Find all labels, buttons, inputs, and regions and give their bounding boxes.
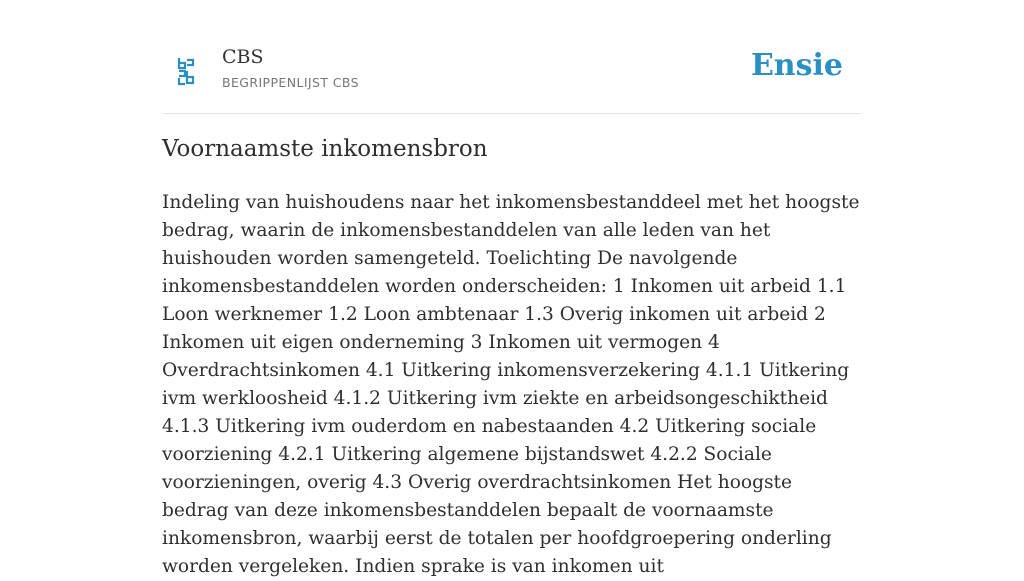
- source-name[interactable]: CBS: [222, 46, 264, 68]
- card-header: [162, 0, 862, 114]
- source-subtitle[interactable]: BEGRIPPENLIJST CBS: [222, 75, 359, 90]
- page-title: Voornaamste inkomensbron: [162, 136, 488, 162]
- definition-card: [162, 0, 862, 577]
- cbs-logo-icon: [175, 56, 197, 86]
- definition-text: Indeling van huishoudens naar het inkomensbestanddeel met het hoogste bedrag, waarin de inkomensbestanddelen van alle leden van het huishouden worden samengeteld. Toelichting De navolgende inkomensbestanddelen worden onderscheiden: 1 Inkomen uit arbeid 1.1 Loon werknemer 1.2 Loon ambtenaar 1.3 Overig inkomen uit arbeid 2 Inkomen uit eigen onderneming 3 Inkomen uit vermogen 4 Overdrachtsinkomen 4.1 Uitkering inkomensverzekering 4.1.1 Uitkering ivm werkloosheid 4.1.2 Uitkering ivm ziekte en arbeidsongeschiktheid 4.1.3 Uitkering ivm ouderdom en nabestaanden 4.2 Uitkering sociale voorziening 4.2.1 Uitkering algemene bijstandswet 4.2.2 Sociale voorzieningen, overig 4.3 Overig overdrachtsinkomen Het hoogste bedrag van deze inkomensbestanddelen bepaalt de voornaamste inkomensbron, waarbij eerst de totalen per hoofdgroepering onderling worden vergeleken. Indien sprake is van inkomen uit: [162, 192, 860, 577]
- brand-logo[interactable]: Ensie: [750, 48, 843, 83]
